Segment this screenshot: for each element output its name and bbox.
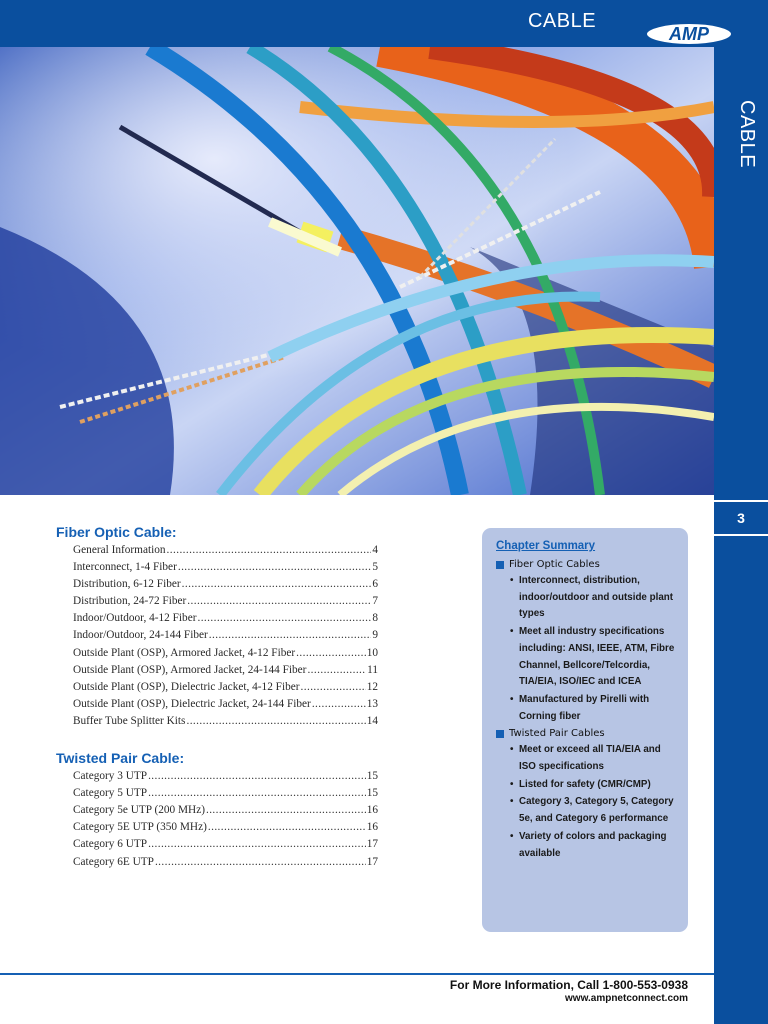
toc-item — [73, 595, 378, 612]
summary-group — [496, 726, 688, 862]
toc-item-page: 15 — [366, 770, 378, 783]
toc-item-page: 9 — [372, 629, 378, 642]
toc-item-label: Outside Plant (OSP), Dielectric Jacket, 4-12 Fiber — [73, 680, 300, 693]
toc-leader-dots — [206, 804, 366, 816]
toc-item-label: Distribution, 24-72 Fiber — [73, 595, 187, 608]
toc-item-page: 4 — [372, 544, 378, 556]
toc-item-page: 16 — [366, 821, 378, 834]
summary-bullet-item: • Variety of colors and packaging available — [510, 829, 680, 862]
toc-leader-dots — [148, 787, 366, 799]
toc-item-label: Category 6E UTP — [73, 855, 154, 868]
toc-item-label: Category 5e UTP (200 MHz) — [73, 804, 205, 817]
chapter-summary-groups — [496, 557, 688, 862]
toc-leader-dots — [148, 838, 366, 850]
summary-bullet-item: • Listed for safety (CMR/CMP) — [510, 777, 680, 794]
toc-leader-dots — [296, 647, 366, 659]
summary-bullet-item: • Meet or exceed all TIA/EIA and ISO specifications — [510, 742, 680, 775]
side-tab-label: CABLE — [736, 100, 758, 169]
footer-contact: For More Information, Call 1-800-553-0938 — [449, 978, 688, 992]
summary-bullet-list — [510, 573, 680, 725]
chapter-summary-box — [482, 528, 688, 932]
summary-bullet-item: • Manufactured by Pirelli with Corning fiber — [510, 692, 680, 725]
toc-item-page: 13 — [366, 697, 378, 710]
toc-item-page: 12 — [366, 680, 378, 693]
chapter-summary-title: Chapter Summary — [496, 540, 596, 552]
toc-item-page: 15 — [366, 787, 378, 800]
toc-item — [73, 629, 378, 646]
summary-bullet-item: • Interconnect, distribution, indoor/outdoor and outside plant types — [510, 573, 680, 623]
toc-item — [73, 612, 378, 629]
summary-bullet-item: • Meet all industry specifications including: ANSI, IEEE, ATM, Fibre Channel, Bellcore/Telcordia, TIA/EIA, ISO/IEC and ICEA — [510, 624, 680, 691]
toc-leader-dots — [208, 821, 366, 833]
cable-photo — [0, 47, 714, 495]
table-of-contents — [56, 522, 378, 873]
toc-item — [73, 578, 378, 595]
toc-item-label: General Information — [73, 544, 166, 556]
toc-item — [73, 770, 378, 787]
toc-item-page: 14 — [366, 714, 378, 727]
toc-leader-dots — [312, 698, 366, 710]
toc-item — [73, 664, 378, 681]
toc-item-page: 10 — [366, 646, 378, 659]
summary-group-heading — [496, 726, 688, 742]
toc-leader-dots — [182, 578, 372, 590]
page-number: 3 — [714, 500, 768, 536]
fiber-optic-heading: Fiber Optic Cable: — [56, 524, 177, 540]
summary-group-heading-text: Twisted Pair Cables — [509, 728, 605, 740]
toc-item-page: 7 — [372, 595, 378, 608]
logo-text: AMP — [669, 24, 709, 44]
toc-leader-dots — [178, 561, 372, 573]
summary-group-heading-text: Fiber Optic Cables — [509, 559, 600, 570]
toc-item — [73, 804, 378, 821]
toc-leader-dots — [148, 770, 366, 782]
toc-leader-dots — [186, 715, 365, 727]
footer-url: www.ampnetconnect.com — [565, 993, 688, 1004]
toc-leader-dots — [307, 664, 366, 676]
twisted-pair-heading: Twisted Pair Cable: — [56, 750, 185, 767]
summary-group — [496, 557, 688, 725]
toc-item-page: 5 — [372, 561, 378, 574]
toc-item — [73, 787, 378, 804]
toc-item-label: Category 5E UTP (350 MHz) — [73, 821, 207, 834]
toc-leader-dots — [187, 595, 371, 607]
toc-item-label: Outside Plant (OSP), Armored Jacket, 24-144 Fiber — [73, 663, 307, 676]
square-bullet-icon — [496, 730, 504, 738]
header-title: CABLE — [527, 10, 597, 32]
toc-leader-dots — [197, 612, 371, 624]
toc-item — [73, 647, 378, 664]
toc-item-label: Distribution, 6-12 Fiber — [73, 578, 181, 591]
toc-item — [73, 561, 378, 578]
toc-item-page: 17 — [366, 838, 378, 851]
toc-item — [73, 838, 378, 855]
toc-item-page: 17 — [366, 855, 378, 868]
toc-item-page: 6 — [372, 578, 378, 591]
square-bullet-icon — [496, 561, 504, 569]
toc-item-label: Category 6 UTP — [73, 838, 148, 851]
toc-item — [73, 698, 378, 715]
twisted-pair-list — [56, 770, 378, 873]
toc-leader-dots — [155, 856, 366, 868]
toc-item — [73, 856, 378, 873]
summary-bullet-list — [510, 742, 680, 862]
toc-item-label: Outside Plant (OSP), Armored Jacket, 4-12 Fiber — [73, 646, 296, 659]
toc-leader-dots — [167, 544, 372, 556]
toc-item-label: Interconnect, 1-4 Fiber — [73, 561, 177, 574]
toc-item-label: Category 3 UTP — [73, 770, 148, 783]
toc-item-label: Buffer Tube Splitter Kits — [73, 714, 186, 727]
footer-rule — [0, 973, 714, 975]
toc-item-label: Indoor/Outdoor, 4-12 Fiber — [73, 612, 197, 625]
toc-leader-dots — [209, 629, 372, 641]
toc-item — [73, 821, 378, 838]
toc-item — [73, 544, 378, 561]
summary-group-heading — [496, 557, 688, 573]
toc-item — [73, 715, 378, 732]
toc-item-label: Indoor/Outdoor, 24-144 Fiber — [73, 629, 208, 642]
toc-item-page: 8 — [372, 612, 378, 625]
toc-item — [73, 681, 378, 698]
toc-leader-dots — [301, 681, 366, 693]
summary-bullet-item: • Category 3, Category 5, Category 5e, and Category 6 performance — [510, 794, 680, 827]
fiber-optic-list — [56, 544, 378, 732]
toc-item-page: 11 — [367, 663, 378, 676]
toc-item-label: Category 5 UTP — [73, 787, 148, 800]
toc-item-label: Outside Plant (OSP), Dielectric Jacket, 24-144 Fiber — [73, 697, 311, 710]
toc-item-page: 16 — [366, 804, 378, 817]
